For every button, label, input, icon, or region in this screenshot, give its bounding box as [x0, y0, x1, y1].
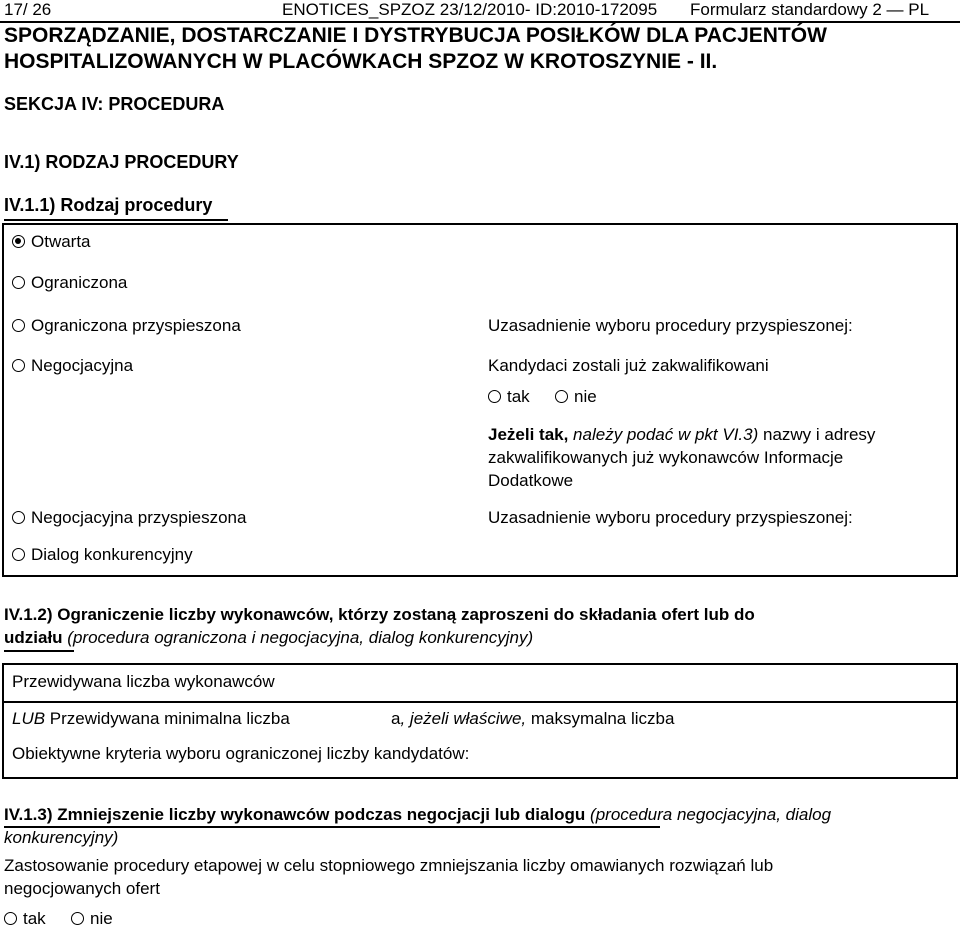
subsection-heading: IV.1) RODZAJ PROCEDURY [4, 152, 239, 172]
page-number: 17/ 26 [4, 0, 52, 19]
heading-italic: (procedura ograniczona i negocjacyjna, dialog konkurencyjny) [62, 628, 534, 647]
radio-icon[interactable] [555, 390, 568, 403]
option-ograniczona-przyspieszona[interactable] [12, 316, 241, 336]
option-label: Otwarta [31, 232, 91, 251]
qualified-note-line-3: Dodatkowe [488, 471, 574, 490]
limit-heading-line-1: IV.1.2) Ograniczenie liczby wykonawców, którzy zostaną zaproszeni do składania ofert lub do [4, 605, 755, 624]
option-label: Negocjacyjna [31, 356, 134, 375]
heading-italic: (procedura negocjacyjna, dialog [585, 805, 832, 824]
justification-label-2: Uzasadnienie wyboru procedury przyspieszonej: [488, 508, 853, 527]
qualified-note-line-2: zakwalifikowanych już wykonawców Informacje [488, 448, 844, 467]
form-name: Formularz standardowy 2 — PL [690, 0, 930, 19]
radio-icon[interactable] [12, 319, 25, 332]
section-heading: SEKCJA IV: PROCEDURA [4, 94, 225, 114]
limit-box-divider [2, 701, 958, 703]
option-negocjacyjna[interactable] [12, 356, 133, 376]
qualified-note-line-1 [488, 425, 875, 445]
justification-label-1: Uzasadnienie wyboru procedury przyspieszonej: [488, 316, 853, 335]
option-label: Ograniczona [31, 273, 128, 292]
option-otwarta[interactable] [12, 232, 91, 252]
min-max-row [12, 709, 290, 729]
radio-icon[interactable] [488, 390, 501, 403]
option-label: tak [23, 909, 46, 928]
option-label: nie [90, 909, 113, 928]
heading-underline [4, 650, 74, 652]
staged-tak[interactable] [4, 909, 46, 929]
note-text: nazwy i adresy [758, 425, 876, 444]
option-label: Negocjacyjna przyspieszona [31, 508, 247, 527]
staged-nie[interactable] [71, 909, 113, 929]
heading-bold: IV.1.3) Zmniejszenie liczby wykonawców podczas negocjacji lub dialogu [4, 805, 586, 824]
note-bold: Jeżeli tak, [488, 425, 569, 444]
expected-number-label: Przewidywana liczba wykonawców [12, 672, 275, 691]
criteria-label: Obiektywne kryteria wyboru ograniczonej liczby kandydatów: [12, 744, 470, 763]
reduction-heading-line-1 [4, 805, 831, 825]
reduction-heading-line-2: konkurencyjny) [4, 828, 119, 847]
min-label: Przewidywana minimalna liczba [45, 709, 290, 728]
option-dialog-konkurencyjny[interactable] [12, 545, 193, 565]
max-row [391, 709, 674, 729]
radio-selected-icon[interactable] [12, 235, 25, 248]
notice-id: ENOTICES_SPZOZ 23/12/2010- ID:2010-172095 [282, 0, 658, 19]
radio-icon[interactable] [71, 912, 84, 925]
radio-icon[interactable] [12, 548, 25, 561]
option-ograniczona[interactable] [12, 273, 127, 293]
candidates-nie[interactable] [555, 387, 597, 407]
staged-procedure-line-2: negocjowanych ofert [4, 879, 160, 898]
staged-procedure-line-1: Zastosowanie procedury etapowej w celu stopniowego zmniejszania liczby omawianych rozwiązań lub [4, 856, 774, 875]
a-label: a [391, 709, 401, 728]
radio-icon[interactable] [12, 359, 25, 372]
radio-icon[interactable] [12, 276, 25, 289]
candidates-tak[interactable] [488, 387, 530, 407]
max-label: maksymalna liczba [526, 709, 675, 728]
lub-label: LUB [12, 709, 46, 728]
title-line-2: HOSPITALIZOWANYCH W PLACÓWKACH SPZOZ W KROTOSZYNIE - II. [4, 50, 718, 73]
procedure-type-heading: IV.1.1) Rodzaj procedury [4, 195, 213, 215]
header-rule [0, 21, 960, 23]
heading-bold: udziału [4, 628, 63, 647]
if-applicable-label: , jeżeli właściwe, [400, 709, 527, 728]
option-label: tak [507, 387, 530, 406]
radio-icon[interactable] [4, 912, 17, 925]
option-label: Ograniczona przyspieszona [31, 316, 241, 335]
option-negocjacyjna-przyspieszona[interactable] [12, 508, 246, 528]
heading-underline [4, 219, 228, 221]
option-label: Dialog konkurencyjny [31, 545, 193, 564]
limit-heading-line-2 [4, 628, 533, 648]
option-label: nie [574, 387, 597, 406]
candidates-label: Kandydaci zostali już zakwalifikowani [488, 356, 769, 375]
title-line-1: SPORZĄDZANIE, DOSTARCZANIE I DYSTRYBUCJA POSIŁKÓW DLA PACJENTÓW [4, 24, 827, 47]
radio-icon[interactable] [12, 511, 25, 524]
note-italic: należy podać w pkt VI.3) [568, 425, 759, 444]
